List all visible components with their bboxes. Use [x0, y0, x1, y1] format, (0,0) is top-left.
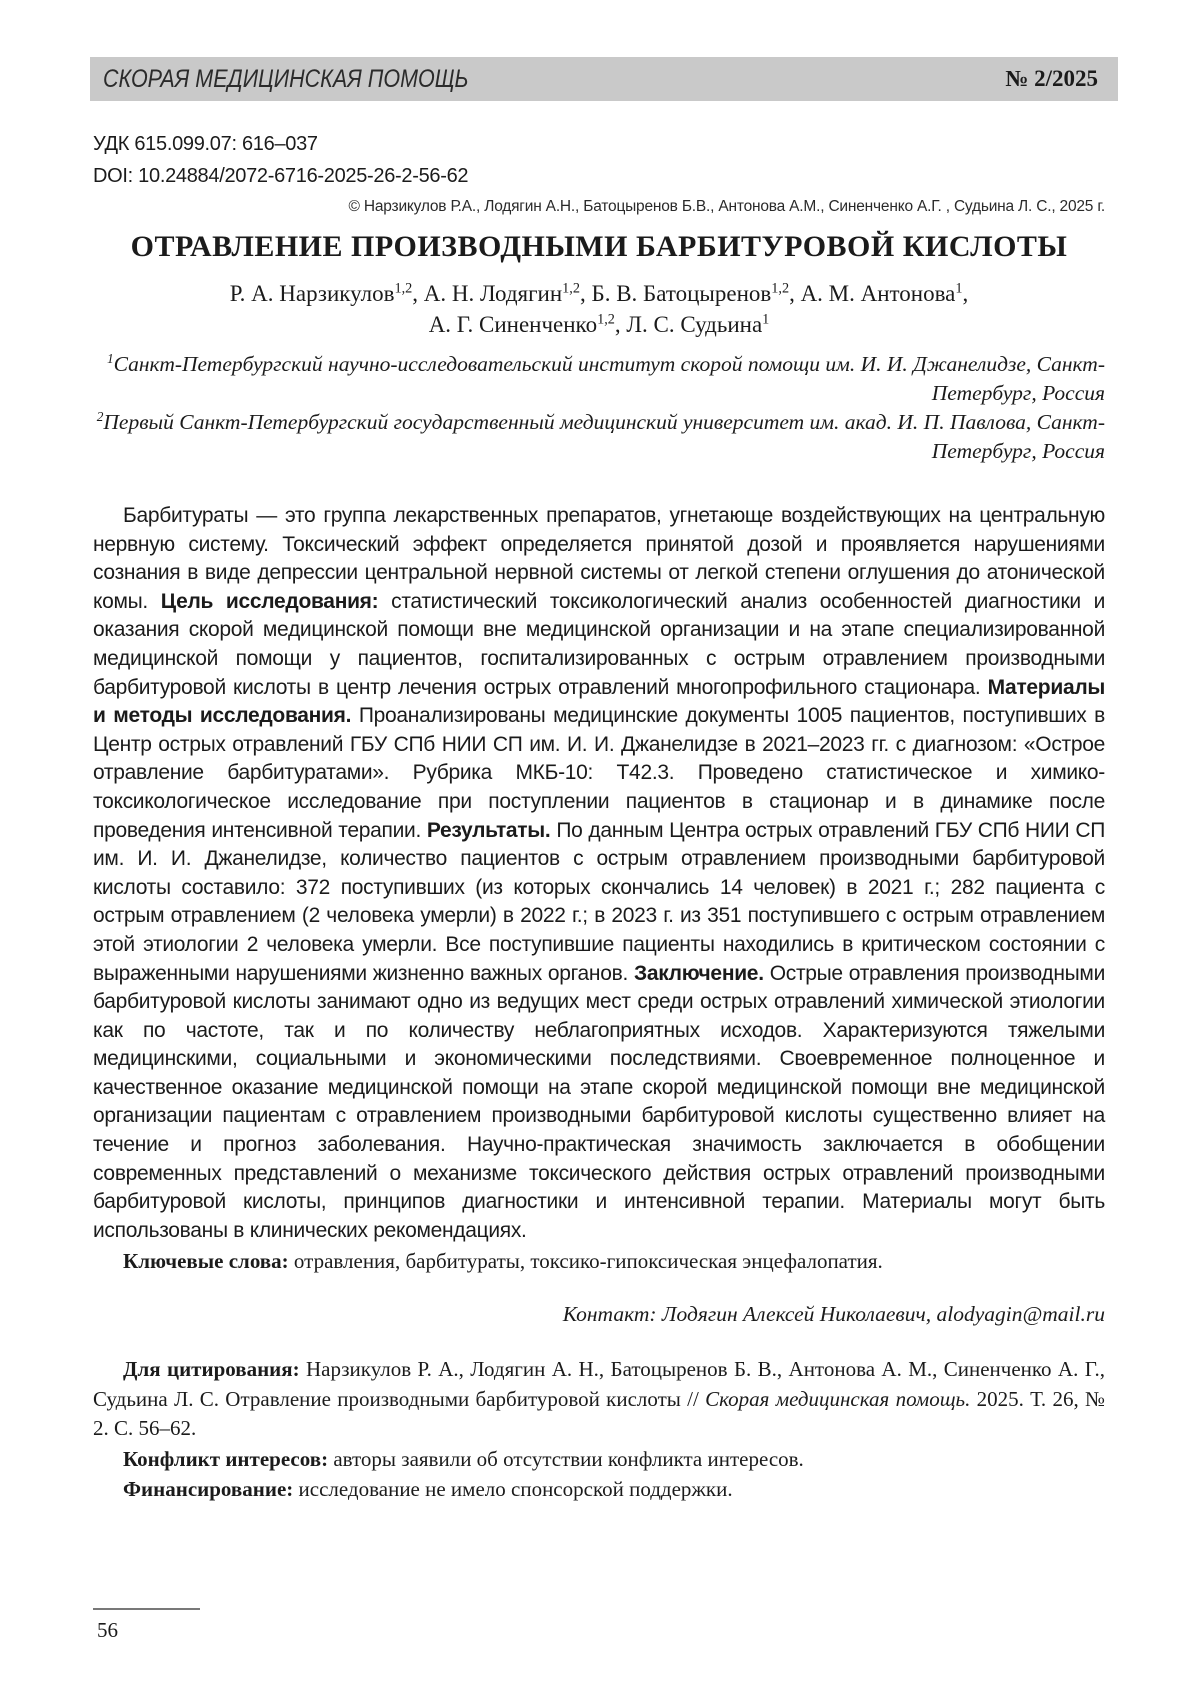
authors-block [93, 278, 1105, 340]
journal-name: СКОРАЯ МЕДИЦИНСКАЯ ПОМОЩЬ [103, 64, 469, 93]
article-title: ОТРАВЛЕНИЕ ПРОИЗВОДНЫМИ БАРБИТУРОВОЙ КИСЛОТЫ [130, 230, 1068, 263]
running-head-bar [90, 57, 1118, 101]
keywords-line: Ключевые слова: отравления, барбитураты, токсико-гипоксическая энцефалопатия. [123, 1249, 883, 1274]
contact-line: Контакт: Лодягин Алексей Николаевич, alodyagin@mail.ru [562, 1302, 1105, 1327]
affiliation-2: $^2$Первый Санкт-Петербургский государственный медицинский университет им. акад. И. П. Павлова, Санкт-Петербург, Россия [96, 408, 1105, 463]
copyright-line: © Нарзикулов Р.А., Лодягин А.Н., Батоцыренов Б.В., Антонова А.М., Синенченко А.Г. , Судьина Л. С., 2025 г. [348, 198, 1105, 215]
affiliations-block [93, 350, 1105, 466]
authors-line-2: А. Г. Синенченко$^{1,2}$, Л. С. Судьина$^1$ [428, 311, 770, 337]
footer-rule [93, 1608, 200, 1610]
affiliation-1: $^1$Санкт-Петербургский научно-исследовательский институт скорой помощи им. И. И. Джанелидзе, Санкт-Петербург, Россия [106, 350, 1105, 405]
authors-line-1: Р. А. Нарзикулов$^{1,2}$, А. Н. Лодягин$^{1,2}$, Б. В. Батоцыренов$^{1,2}$, А. М. Антонова$^1$, [229, 280, 969, 306]
page-number: 56 [97, 1618, 118, 1642]
issue-number: № 2/2025 [1005, 66, 1098, 91]
doi-line: DOI: 10.24884/2072-6716-2025-26-2-56-62 [93, 165, 469, 187]
conflict-of-interest-line: Конфликт интересов: авторы заявили об отсутствии конфликта интересов. [123, 1446, 804, 1471]
udk-line: УДК 615.099.07: 616–037 [93, 133, 318, 155]
abstract-paragraph: Барбитураты — это группа лекарственных препаратов, угнетающе воздействующих на центральную нервную систему. Токсический эффект определяется принятой дозой и проявляется нарушениями сознания в виде депрессии центральной нервной системы от легкой степени оглушения до атонической комы. Цель исследования: статистический токсикологический анализ особенностей диагностики и оказания скорой медицинской помощи вне медицинской организации и на этапе специализированной медицинской помощи у пациентов, госпитализированных с острым отравлением производными барбитуровой кислоты в центр лечения острых отравлений многопрофильного стационара. Материалы и методы исследования. Проанализированы медицинские документы 1005 пациентов, поступивших в Центр острых отравлений ГБУ СПб НИИ СП им. И. И. Джанелидзе в 2021–2023 гг. с диагнозом: «Острое отравление барбитуратами». Рубрика МКБ-10: Т42.3. Проведено статистическое и химико-токсикологическое исследование при поступлении пациентов в стационар и в динамике после проведения интенсивной терапии. Результаты. По данным Центра острых отравлений ГБУ СПб НИИ СП им. И. И. Джанелидзе, количество пациентов с острым отравлением производными барбитуровой кислоты составило: 372 поступивших (из которых скончались 14 человек) в 2021 г.; 282 пациента с острым отравлением (2 человека умерли) в 2022 г.; в 2023 г. из 351 поступившего с острым отравлением этой этиологии 2 человека умерли. Все поступившие пациенты находились в критическом состоянии с выраженными нарушениями жизненно важных органов. Заключение. Острые отравления производными барбитуровой кислоты занимают одно из ведущих мест среди острых отравлений химической этиологии как по частоте, так и по количеству неблагоприятных исходов. Характеризуются тяжелыми медицинскими, социальными и экономическими последствиями. Своевременное полноценное и качественное оказание медицинской помощи на этапе скорой медицинской помощи вне медицинской организации пациентам с отравлением производными барбитуровой кислоты существенно влияет на течение и прогноз заболевания. Научно-практическая значимость заключается в обобщении современных представлений о механизме токсического действия острых отравлений производными барбитуровой кислоты, принципов диагностики и интенсивной терапии. Материалы могут быть использованы в клинических рекомендациях. [93, 504, 1106, 1242]
citation-paragraph: Для цитирования: Нарзикулов Р. А., Лодягин А. Н., Батоцыренов Б. В., Антонова А. М., Синенченко А. Г., Судьина Л. С. Отравление производными барбитуровой кислоты // Скорая медицинская помощь. 2025. Т. 26, № 2. С. 56–62. [93, 1357, 1106, 1441]
funding-line: Финансирование: исследование не имело спонсорской поддержки. [123, 1477, 733, 1502]
article-main-column [93, 133, 1105, 1505]
